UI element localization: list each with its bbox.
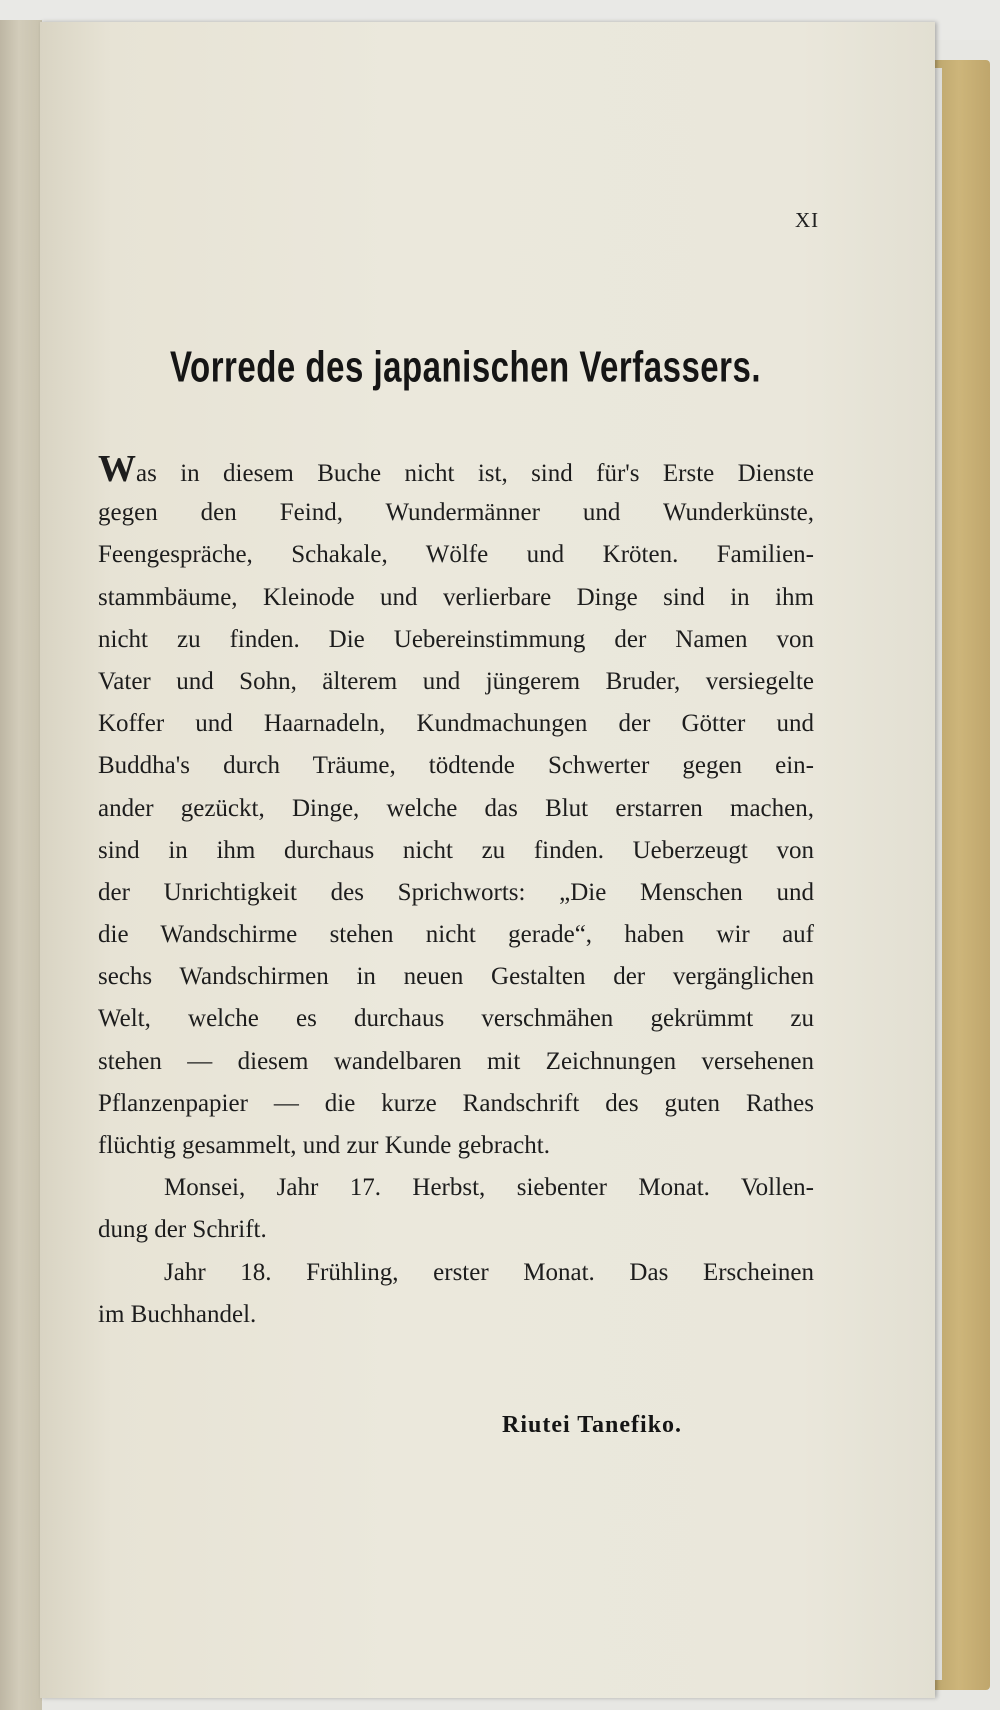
text-line: Pflanzenpapier — die kurze Randschrift des guten Rathes	[98, 1089, 814, 1117]
text-line: stehen — diesem wandelbaren mit Zeichnungen versehenen	[98, 1047, 814, 1075]
text-line: sechs Wandschirmen in neuen Gestalten der vergänglichen	[98, 963, 814, 991]
text-line: Was in diesem Buche nicht ist, sind für's Erste Dienste	[98, 448, 814, 490]
text-line: flüchtig gesammelt, und zur Kunde gebracht.	[98, 1132, 550, 1159]
page-number: XI	[795, 208, 820, 232]
text-line: stammbäume, Kleinode und verlierbare Dinge sind in ihm	[98, 583, 814, 611]
date-line: Jahr 18. Frühling, erster Monat. Das Erscheinen	[164, 1258, 814, 1286]
drop-cap: W	[98, 448, 136, 490]
previous-pages-edge	[0, 20, 42, 1710]
author-signature: Riutei Tanefiko.	[502, 1412, 683, 1438]
text-line: Feengespräche, Schakale, Wölfe und Kröten. Familien-	[98, 541, 814, 569]
date-line: dung der Schrift.	[98, 1216, 267, 1244]
text-line: gegen den Feind, Wundermänner und Wunderkünste,	[98, 499, 814, 527]
text-line: Welt, welche es durchaus verschmähen gekrümmt zu	[98, 1005, 814, 1033]
text-line: ander gezückt, Dinge, welche das Blut erstarren machen,	[98, 794, 814, 822]
text-line: sind in ihm durchaus nicht zu finden. Ueberzeugt von	[98, 836, 814, 864]
text-line: Vater und Sohn, älterem und jüngerem Bruder, versiegelte	[98, 667, 814, 695]
date-line: Monsei, Jahr 17. Herbst, siebenter Monat. Vollen-	[164, 1174, 814, 1202]
book-page	[40, 22, 935, 1698]
text-line: Buddha's durch Träume, tödtende Schwerter gegen ein-	[98, 752, 814, 780]
date-line: im Buchhandel.	[98, 1300, 257, 1328]
text-line: die Wandschirme stehen nicht gerade“, haben wir auf	[98, 921, 814, 949]
text-line: der Unrichtigkeit des Sprichworts: „Die Menschen und	[98, 878, 814, 906]
preface-text	[98, 450, 814, 1336]
page-title: Vorrede des japanischen Verfassers.	[170, 342, 762, 391]
text-line: Koffer und Haarnadeln, Kundmachungen der Götter und	[98, 710, 814, 738]
text-line: nicht zu finden. Die Uebereinstimmung der Namen von	[98, 625, 814, 653]
